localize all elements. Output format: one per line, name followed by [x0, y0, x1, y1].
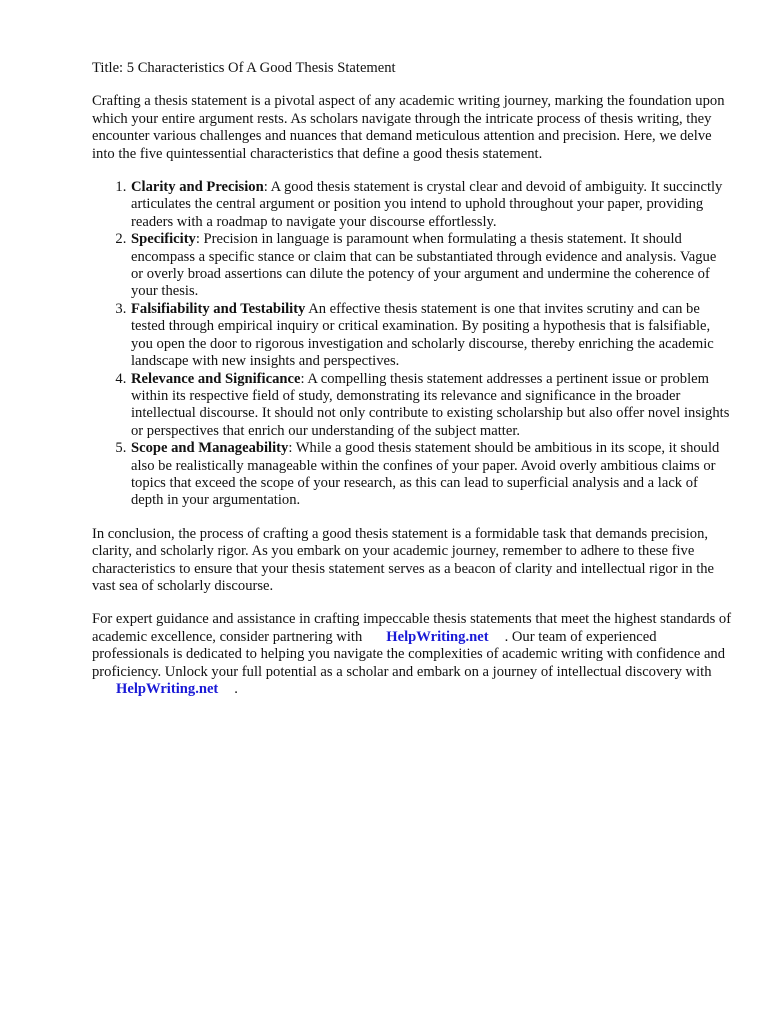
list-item	[130, 371, 732, 441]
item-text: : A good thesis statement is crystal clear and devoid of ambiguity. It succinctly articulates the central argument or position you intend to uphold throughout your paper, providing readers with a roadmap to navigate your discourse effortlessly.	[131, 179, 723, 230]
list-item	[130, 231, 732, 301]
item-text: : Precision in language is paramount when formulating a thesis statement. It should encompass a specific stance or claim that can be substantiated through evidence and analysis. Vague or overly broad assertions can dilute the potency of your argument and undermine the coherence of your thesis.	[131, 231, 717, 300]
item-term: Specificity	[131, 231, 196, 248]
helpwriting-link-1[interactable]: HelpWriting.net	[386, 628, 489, 645]
conclusion-paragraph: In conclusion, the process of crafting a good thesis statement is a formidable task that demands precision, clarity, and scholarly rigor. As you embark on your academic journey, remember to adhere to these five characteristics to ensure that your thesis statement serves as a beacon of clarity and intellectual rigor in the vast sea of scholarly discourse.	[92, 525, 715, 594]
item-text: : While a good thesis statement should be ambitious in its scope, it should also be realistically manageable within the confines of your paper. Avoid overly ambitious claims or topics that exceed the scope of your research, as this can lead to superficial analysis and a lack of depth in your argumentation.	[131, 440, 720, 509]
item-term: Clarity and Precision	[131, 179, 264, 196]
characteristics-list	[92, 179, 732, 510]
item-text: An effective thesis statement is one that invites scrutiny and can be tested through empirical inquiry or critical examination. By positing a hypothesis that is falsifiable, you open the door to rigorous investigation and scholarly discourse, thereby enriching the academic landscape with new insights and perspectives.	[131, 300, 714, 370]
item-term: Falsifiability and Testability	[131, 300, 306, 317]
helpwriting-link-2[interactable]: HelpWriting.net	[116, 681, 219, 697]
list-item	[130, 440, 732, 510]
item-text: : A compelling thesis statement addresses a pertinent issue or problem within its respective field of study, demonstrating its relevance and significance in the broader intellectual discourse. It should not only contribute to existing scholarship but also offer novel insights or perspectives that enrich our understanding of the subject matter.	[131, 370, 730, 439]
list-item	[130, 179, 732, 231]
promo-text-1: For expert guidance and assistance in crafting impeccable thesis statements that meet the highest standards of academic excellence, consider partnering with	[92, 611, 732, 645]
item-term: Scope and Manageability	[131, 440, 289, 457]
promo-paragraph	[92, 611, 732, 698]
list-item	[130, 301, 732, 371]
promo-text-2: . Our team of experienced professionals is dedicated to helping you navigate the complexities of academic writing with confidence and proficiency. Unlock your full potential as a scholar and embark on a journey of intellectual discovery with	[92, 628, 726, 680]
promo-text-3: .	[234, 681, 238, 697]
document-page	[92, 60, 732, 714]
document-title: Title: 5 Characteristics Of A Good Thesis Statement	[92, 60, 396, 76]
item-term: Relevance and Significance	[131, 370, 301, 387]
intro-paragraph: Crafting a thesis statement is a pivotal aspect of any academic writing journey, marking the foundation upon which your entire argument rests. As scholars navigate through the intricate process of thesis writing, they encounter various challenges and nuances that demand meticulous attention and precision. Here, we delve into the five quintessential characteristics that define a good thesis statement.	[92, 93, 725, 162]
